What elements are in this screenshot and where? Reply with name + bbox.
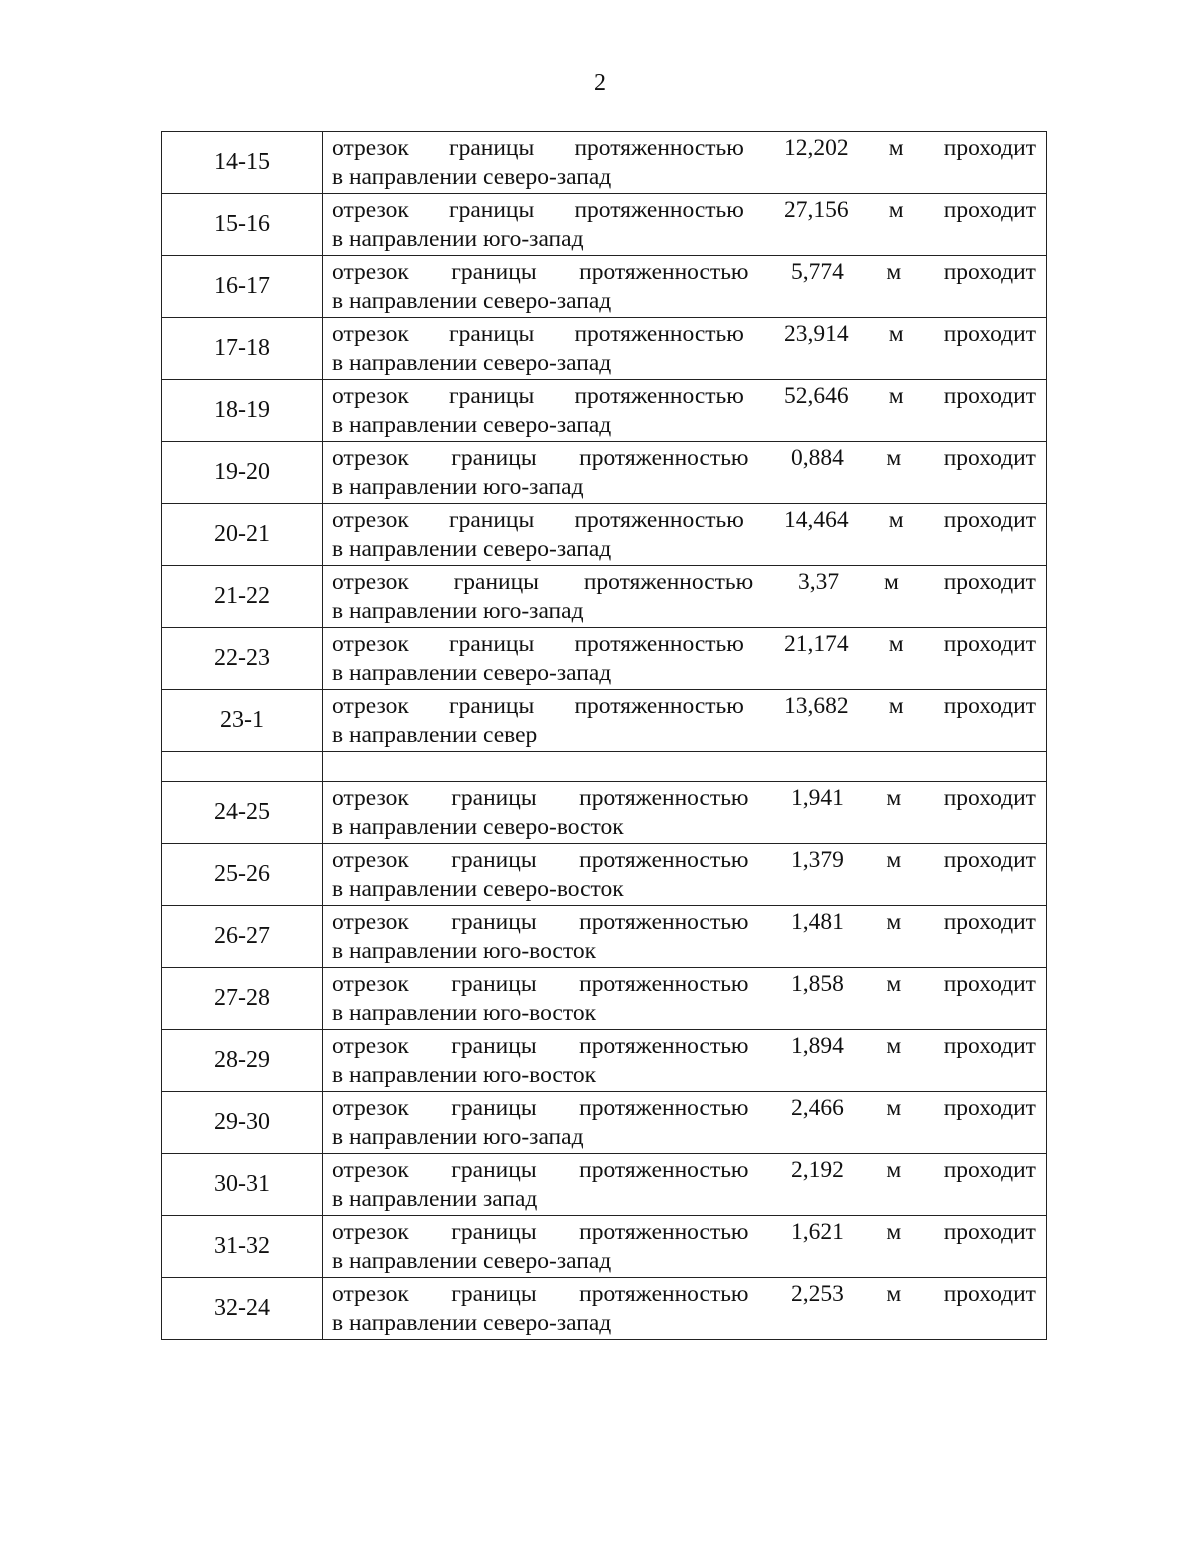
length-unit: м	[888, 321, 904, 347]
description-line-1	[332, 320, 1036, 349]
description-line-1	[332, 846, 1036, 875]
table-row	[162, 628, 1047, 690]
table-row	[162, 442, 1047, 504]
description-line-1	[332, 196, 1036, 225]
page-number: 2	[594, 70, 606, 96]
empty-cell	[323, 752, 1047, 782]
segment-direction: в направлении запад	[332, 1186, 538, 1212]
segment-length-value: 21,174	[783, 631, 849, 657]
segment-description-cell	[323, 194, 1047, 256]
segment-direction: в направлении северо-запад	[332, 288, 612, 314]
description-line-1	[332, 970, 1036, 999]
word-length: протяженностью	[579, 1219, 749, 1245]
table-row	[162, 968, 1047, 1030]
segment-id-cell: 25-26	[162, 844, 323, 906]
word-segment: отрезок	[332, 1157, 409, 1183]
table-row	[162, 566, 1047, 628]
segment-description-cell	[323, 380, 1047, 442]
word-passes: проходит	[943, 383, 1036, 409]
word-length: протяженностью	[574, 321, 744, 347]
segment-id-cell: 22-23	[162, 628, 323, 690]
segment-description-cell	[323, 1154, 1047, 1216]
word-segment: отрезок	[332, 909, 409, 935]
word-boundary: границы	[448, 693, 535, 719]
word-segment: отрезок	[332, 507, 409, 533]
table-row	[162, 380, 1047, 442]
segment-id-cell: 28-29	[162, 1030, 323, 1092]
length-unit: м	[888, 135, 904, 161]
word-passes: проходит	[943, 909, 1036, 935]
word-boundary: границы	[448, 507, 535, 533]
word-segment: отрезок	[332, 569, 409, 595]
segment-description-cell	[323, 690, 1047, 752]
table-row	[162, 844, 1047, 906]
segment-description-cell	[323, 442, 1047, 504]
word-length: протяженностью	[579, 1281, 749, 1307]
segment-description-cell	[323, 782, 1047, 844]
length-unit: м	[886, 909, 902, 935]
segment-direction: в направлении юго-запад	[332, 598, 584, 624]
segment-length-value: 1,941	[790, 785, 844, 811]
table-row	[162, 132, 1047, 194]
word-boundary: границы	[451, 971, 537, 997]
segment-direction: в направлении северо-запад	[332, 536, 612, 562]
boundary-segments-table	[161, 131, 1047, 1340]
length-unit: м	[886, 1281, 902, 1307]
segment-description-cell	[323, 1092, 1047, 1154]
word-length: протяженностью	[579, 971, 749, 997]
word-boundary: границы	[451, 1157, 537, 1183]
empty-separator-row	[162, 752, 1047, 782]
word-passes: проходит	[943, 971, 1036, 997]
length-unit: м	[886, 445, 902, 471]
segment-direction: в направлении север	[332, 722, 538, 748]
word-segment: отрезок	[332, 785, 409, 811]
segment-id-cell: 30-31	[162, 1154, 323, 1216]
segment-description-cell	[323, 1278, 1047, 1340]
word-length: протяженностью	[574, 383, 744, 409]
segment-id-cell: 18-19	[162, 380, 323, 442]
word-passes: проходит	[943, 1095, 1036, 1121]
word-segment: отрезок	[332, 135, 409, 161]
length-unit: м	[886, 259, 902, 285]
description-line-1	[332, 1218, 1036, 1247]
word-length: протяженностью	[579, 785, 749, 811]
word-boundary: границы	[453, 569, 539, 595]
length-unit: м	[888, 197, 904, 223]
segment-id-cell: 15-16	[162, 194, 323, 256]
word-segment: отрезок	[332, 1219, 409, 1245]
segment-length-value: 12,202	[783, 135, 849, 161]
length-unit: м	[883, 569, 899, 595]
segment-id-cell: 14-15	[162, 132, 323, 194]
table-row	[162, 1092, 1047, 1154]
description-line-1	[332, 1156, 1036, 1185]
word-boundary: границы	[451, 1219, 537, 1245]
segment-id-cell: 20-21	[162, 504, 323, 566]
segment-description-cell	[323, 318, 1047, 380]
table-row	[162, 318, 1047, 380]
length-unit: м	[886, 785, 902, 811]
word-passes: проходит	[943, 1281, 1036, 1307]
word-segment: отрезок	[332, 971, 409, 997]
word-segment: отрезок	[332, 631, 409, 657]
segment-length-value: 0,884	[790, 445, 844, 471]
word-boundary: границы	[451, 445, 537, 471]
word-boundary: границы	[448, 631, 535, 657]
word-length: протяженностью	[579, 909, 749, 935]
description-line-1	[332, 908, 1036, 937]
word-segment: отрезок	[332, 259, 409, 285]
word-passes: проходит	[943, 631, 1036, 657]
word-length: протяженностью	[574, 631, 744, 657]
segment-direction: в направлении юго-запад	[332, 474, 584, 500]
word-passes: проходит	[943, 693, 1036, 719]
segment-direction: в направлении северо-запад	[332, 660, 612, 686]
word-passes: проходит	[943, 445, 1036, 471]
segment-id-cell: 29-30	[162, 1092, 323, 1154]
word-passes: проходит	[943, 569, 1036, 595]
segment-description-cell	[323, 628, 1047, 690]
description-line-1	[332, 692, 1036, 721]
segment-length-value: 1,894	[790, 1033, 844, 1059]
table-row	[162, 1278, 1047, 1340]
segment-length-value: 2,253	[790, 1281, 844, 1307]
segment-length-value: 5,774	[790, 259, 844, 285]
table-row	[162, 1216, 1047, 1278]
word-boundary: границы	[448, 197, 535, 223]
segment-id-cell: 21-22	[162, 566, 323, 628]
segment-length-value: 1,481	[790, 909, 844, 935]
word-segment: отрезок	[332, 445, 409, 471]
length-unit: м	[888, 507, 904, 533]
word-length: протяженностью	[579, 445, 749, 471]
segment-length-value: 1,379	[790, 847, 844, 873]
segment-description-cell	[323, 1216, 1047, 1278]
word-boundary: границы	[448, 383, 535, 409]
segment-direction: в направлении северо-запад	[332, 164, 612, 190]
segment-direction: в направлении юго-восток	[332, 938, 596, 964]
description-line-1	[332, 444, 1036, 473]
description-line-1	[332, 1032, 1036, 1061]
segment-direction: в направлении юго-восток	[332, 1000, 596, 1026]
length-unit: м	[886, 971, 902, 997]
length-unit: м	[888, 383, 904, 409]
description-line-1	[332, 506, 1036, 535]
word-length: протяженностью	[574, 693, 744, 719]
segment-direction: в направлении юго-запад	[332, 226, 584, 252]
table-row	[162, 690, 1047, 752]
segment-description-cell	[323, 906, 1047, 968]
length-unit: м	[886, 1219, 902, 1245]
segment-length-value: 2,466	[790, 1095, 844, 1121]
word-boundary: границы	[451, 259, 537, 285]
description-line-1	[332, 1094, 1036, 1123]
segment-length-value: 27,156	[783, 197, 849, 223]
word-length: протяженностью	[579, 259, 749, 285]
word-segment: отрезок	[332, 383, 409, 409]
segment-description-cell	[323, 256, 1047, 318]
segment-id-cell: 26-27	[162, 906, 323, 968]
description-line-1	[332, 258, 1036, 287]
table-row	[162, 1030, 1047, 1092]
table-row	[162, 256, 1047, 318]
word-boundary: границы	[451, 847, 537, 873]
word-passes: проходит	[943, 1157, 1036, 1183]
description-line-1	[332, 784, 1036, 813]
word-boundary: границы	[451, 1281, 537, 1307]
length-unit: м	[886, 1095, 902, 1121]
segment-length-value: 1,858	[790, 971, 844, 997]
table-row	[162, 782, 1047, 844]
segment-direction: в направлении северо-запад	[332, 1310, 612, 1336]
word-length: протяженностью	[574, 135, 744, 161]
segment-direction: в направлении юго-восток	[332, 1062, 596, 1088]
segment-description-cell	[323, 504, 1047, 566]
word-length: протяженностью	[579, 1095, 749, 1121]
segment-length-value: 14,464	[783, 507, 849, 533]
word-segment: отрезок	[332, 1095, 409, 1121]
segment-direction: в направлении юго-запад	[332, 1124, 584, 1150]
word-boundary: границы	[451, 909, 537, 935]
segment-length-value: 13,682	[783, 693, 849, 719]
table-row	[162, 504, 1047, 566]
segment-description-cell	[323, 968, 1047, 1030]
segment-id-cell: 17-18	[162, 318, 323, 380]
word-passes: проходит	[943, 507, 1036, 533]
segment-direction: в направлении северо-запад	[332, 1248, 612, 1274]
word-length: протяженностью	[579, 1033, 749, 1059]
length-unit: м	[886, 1157, 902, 1183]
word-length: протяженностью	[579, 847, 749, 873]
word-boundary: границы	[448, 135, 535, 161]
length-unit: м	[886, 847, 902, 873]
segment-id-cell: 16-17	[162, 256, 323, 318]
description-line-1	[332, 1280, 1036, 1309]
word-segment: отрезок	[332, 197, 409, 223]
word-passes: проходит	[943, 259, 1036, 285]
word-length: протяженностью	[579, 1157, 749, 1183]
segment-id-cell: 31-32	[162, 1216, 323, 1278]
word-segment: отрезок	[332, 1033, 409, 1059]
table-body	[162, 132, 1047, 1340]
length-unit: м	[886, 1033, 902, 1059]
word-boundary: границы	[448, 321, 535, 347]
word-passes: проходит	[943, 197, 1036, 223]
segment-length-value: 23,914	[783, 321, 849, 347]
segment-id-cell: 32-24	[162, 1278, 323, 1340]
word-passes: проходит	[943, 785, 1036, 811]
segment-direction: в направлении северо-запад	[332, 350, 612, 376]
segment-id-cell: 24-25	[162, 782, 323, 844]
segment-id-cell: 19-20	[162, 442, 323, 504]
word-segment: отрезок	[332, 321, 409, 347]
length-unit: м	[888, 631, 904, 657]
word-passes: проходит	[943, 847, 1036, 873]
word-passes: проходит	[943, 1219, 1036, 1245]
empty-cell	[162, 752, 323, 782]
table-row	[162, 1154, 1047, 1216]
table-row	[162, 194, 1047, 256]
segment-length-value: 1,621	[790, 1219, 844, 1245]
segment-description-cell	[323, 132, 1047, 194]
description-line-1	[332, 134, 1036, 163]
segment-id-cell: 27-28	[162, 968, 323, 1030]
word-length: протяженностью	[574, 197, 744, 223]
description-line-1	[332, 630, 1036, 659]
segment-description-cell	[323, 1030, 1047, 1092]
word-passes: проходит	[943, 321, 1036, 347]
word-boundary: границы	[451, 1095, 537, 1121]
length-unit: м	[888, 693, 904, 719]
word-segment: отрезок	[332, 693, 409, 719]
segment-length-value: 2,192	[790, 1157, 844, 1183]
description-line-1	[332, 382, 1036, 411]
segment-id-cell: 23-1	[162, 690, 323, 752]
word-passes: проходит	[943, 135, 1036, 161]
word-boundary: границы	[451, 785, 537, 811]
word-length: протяженностью	[583, 569, 754, 595]
segment-direction: в направлении северо-восток	[332, 876, 624, 902]
segment-length-value: 52,646	[783, 383, 849, 409]
word-length: протяженностью	[574, 507, 744, 533]
segment-direction: в направлении северо-восток	[332, 814, 624, 840]
segment-length-value: 3,37	[798, 569, 840, 595]
word-boundary: границы	[451, 1033, 537, 1059]
segment-description-cell	[323, 844, 1047, 906]
segment-description-cell	[323, 566, 1047, 628]
segment-direction: в направлении северо-запад	[332, 412, 612, 438]
word-segment: отрезок	[332, 1281, 409, 1307]
description-line-1	[332, 568, 1036, 597]
table-row	[162, 906, 1047, 968]
word-segment: отрезок	[332, 847, 409, 873]
word-passes: проходит	[943, 1033, 1036, 1059]
